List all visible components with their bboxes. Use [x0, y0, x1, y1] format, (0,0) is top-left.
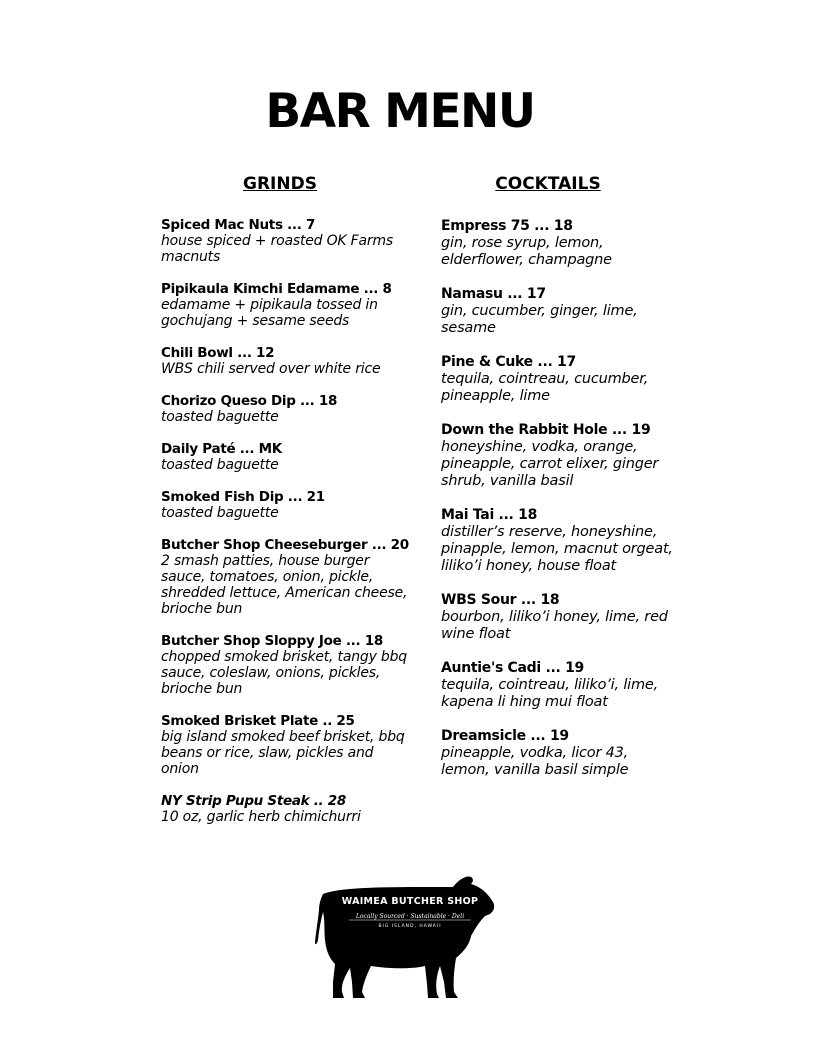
menu-item	[161, 393, 411, 425]
butcher-shop-logo	[313, 874, 497, 1000]
item-name: Namasu ... 17	[441, 286, 546, 302]
item-description: chopped smoked brisket, tangy bbq sauce, coleslaw, onions, pickles, brioche bun	[161, 649, 407, 697]
page-title: BAR MENU	[265, 84, 535, 139]
item-description: tequila, cointreau, cucumber, pineapple, lime	[441, 371, 649, 404]
menu-item	[161, 793, 411, 825]
menu-item	[441, 422, 681, 490]
menu-item	[161, 713, 411, 777]
menu-item	[441, 592, 681, 643]
menu-item	[161, 217, 411, 265]
menu-item	[441, 286, 681, 337]
item-name: Chorizo Queso Dip ... 18	[161, 393, 338, 409]
item-description: toasted baguette	[161, 505, 279, 521]
item-name: Butcher Shop Cheeseburger ... 20	[161, 537, 409, 553]
item-description: edamame + pipikaula tossed in gochujang + sesame seeds	[161, 297, 378, 329]
item-description: big island smoked beef brisket, bbq beans or rice, slaw, pickles and onion	[161, 729, 405, 777]
item-description: honeyshine, vodka, orange, pineapple, carrot elixer, ginger shrub, vanilla basil	[441, 439, 659, 489]
item-description: gin, rose syrup, lemon, elderflower, champagne	[441, 235, 612, 268]
item-name: Mai Tai ... 18	[441, 507, 538, 523]
item-name: Chili Bowl ... 12	[161, 345, 275, 361]
menu-item	[161, 537, 411, 617]
menu-item	[441, 728, 681, 779]
item-name: Pipikaula Kimchi Edamame ... 8	[161, 281, 392, 297]
item-name: Down the Rabbit Hole ... 19	[441, 422, 651, 438]
item-name: Smoked Fish Dip ... 21	[161, 489, 325, 505]
item-name: Auntie's Cadi ... 19	[441, 660, 584, 676]
menu-item	[161, 633, 411, 697]
menu-item	[441, 354, 681, 405]
menu-item	[441, 660, 681, 711]
item-description: 2 smash patties, house burger sauce, tomatoes, onion, pickle, shredded lettuce, American cheese, brioche bun	[161, 553, 408, 617]
item-name: Dreamsicle ... 19	[441, 728, 569, 744]
cocktails-column	[441, 173, 681, 796]
item-name: NY Strip Pupu Steak .. 28	[161, 793, 346, 809]
item-description: 10 oz, garlic herb chimichurri	[161, 809, 361, 825]
item-name: Smoked Brisket Plate .. 25	[161, 713, 355, 729]
item-description: tequila, cointreau, liliko’i, lime, kapena li hing mui float	[441, 677, 659, 710]
grinds-heading: GRINDS	[243, 174, 317, 194]
item-description: bourbon, liliko’i honey, lime, red wine float	[441, 609, 668, 642]
cocktails-heading: COCKTAILS	[495, 174, 601, 194]
item-description: WBS chili served over white rice	[161, 361, 381, 377]
item-name: WBS Sour ... 18	[441, 592, 560, 608]
cow-silhouette-icon	[313, 874, 497, 1000]
item-name: Daily Paté ... MK	[161, 441, 282, 457]
menu-item	[161, 281, 411, 329]
menu-item	[161, 441, 411, 473]
item-name: Spiced Mac Nuts ... 7	[161, 217, 316, 233]
item-description: pineapple, vodka, licor 43, lemon, vanilla basil simple	[441, 745, 629, 778]
menu-item	[161, 489, 411, 521]
item-description: distiller’s reserve, honeyshine, pinapple, lemon, macnut orgeat, liliko’i honey, house float	[441, 524, 673, 574]
logo-location: BIG ISLAND, HAWAII	[378, 924, 442, 929]
logo-tagline: Locally Sourced · Sustainable · Deli	[355, 913, 465, 920]
item-name: Empress 75 ... 18	[441, 218, 573, 234]
menu-item	[441, 507, 681, 575]
item-name: Pine & Cuke ... 17	[441, 354, 576, 370]
item-description: toasted baguette	[161, 409, 279, 425]
grinds-column	[161, 173, 411, 841]
menu-item	[161, 345, 411, 377]
item-description: house spiced + roasted OK Farms macnuts	[161, 233, 393, 265]
logo-name: WAIMEA BUTCHER SHOP	[341, 896, 479, 907]
item-name: Butcher Shop Sloppy Joe ... 18	[161, 633, 383, 649]
menu-item	[441, 218, 681, 269]
item-description: gin, cucumber, ginger, lime, sesame	[441, 303, 638, 336]
item-description: toasted baguette	[161, 457, 279, 473]
